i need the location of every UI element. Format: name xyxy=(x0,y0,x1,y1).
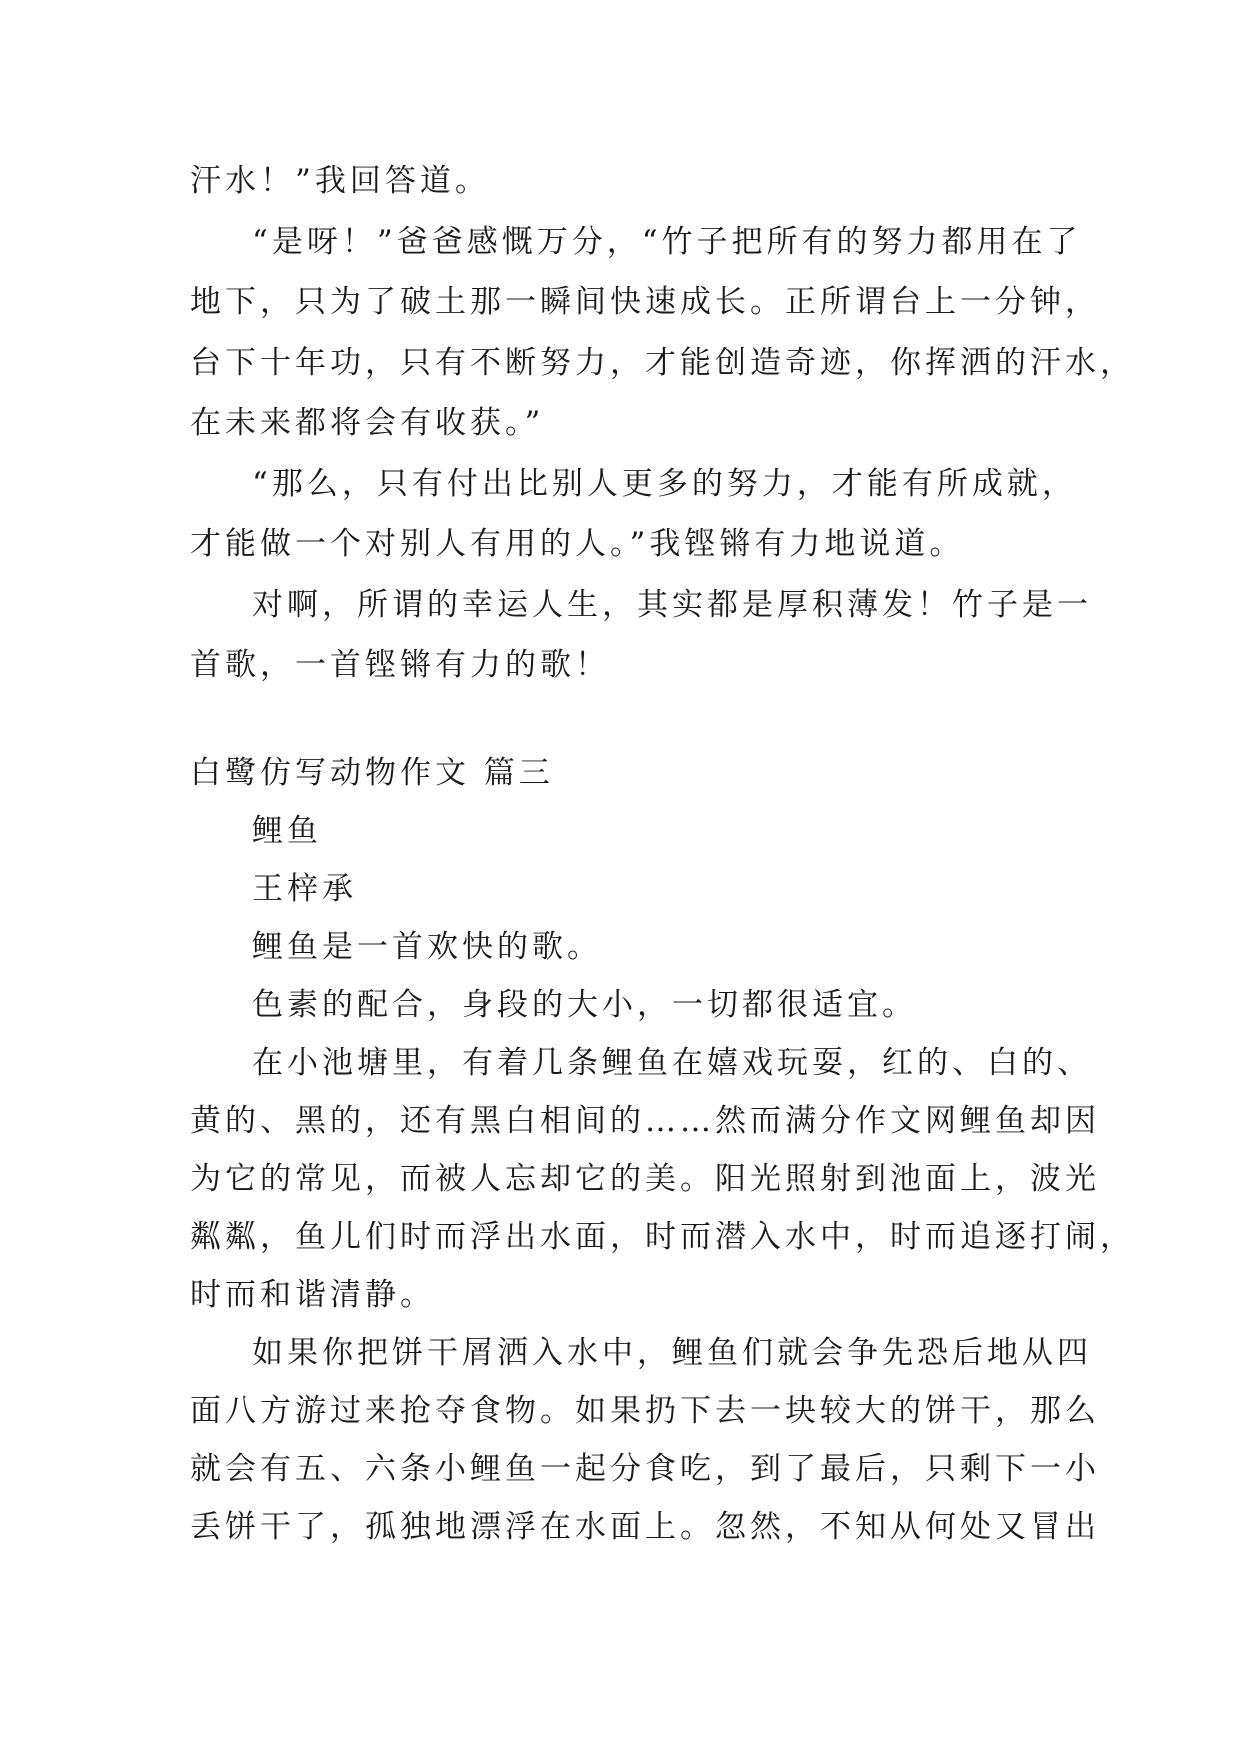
paragraph-line: 台下十年功，只有不断努力，才能创造奇迹，你挥洒的汗水， xyxy=(190,345,1135,381)
paragraph-line: 首歌，一首铿锵有力的歌！ xyxy=(190,647,610,683)
section-heading: 白鹭仿写动物作文 篇三 xyxy=(190,755,554,791)
paragraph-line: 如果你把饼干屑洒入水中，鲤鱼们就会争先恐后地从四 xyxy=(252,1335,1092,1371)
paragraph-line: 丢饼干了，孤独地漂浮在水面上。忽然，不知从何处又冒出 xyxy=(190,1509,1100,1545)
paragraph-line: 鲤鱼是一首欢快的歌。 xyxy=(252,929,602,965)
paragraph-line: 色素的配合，身段的大小，一切都很适宜。 xyxy=(252,987,917,1023)
paragraph-line: 时而和谐清静。 xyxy=(190,1277,435,1313)
paragraph-line: 汗水！”我回答道。 xyxy=(190,163,490,199)
article-title: 鲤鱼 xyxy=(252,813,322,849)
author-name: 王梓承 xyxy=(252,871,357,907)
paragraph-line: 为它的常见，而被人忘却它的美。阳光照射到池面上，波光 xyxy=(190,1161,1100,1197)
paragraph-line: “是呀！”爸爸感慨万分，“竹子把所有的努力都用在了 xyxy=(252,224,1082,260)
paragraph-line: “那么，只有付出比别人更多的努力，才能有所成就， xyxy=(252,466,1077,502)
paragraph-line: 才能做一个对别人有用的人。”我铿锵有力地说道。 xyxy=(190,526,965,562)
paragraph-line: 面八方游过来抢夺食物。如果扔下去一块较大的饼干，那么 xyxy=(190,1393,1100,1429)
paragraph-line: 粼粼，鱼儿们时而浮出水面，时而潜入水中，时而追逐打闹， xyxy=(190,1219,1135,1255)
paragraph-line: 对啊，所谓的幸运人生，其实都是厚积薄发！竹子是一 xyxy=(252,587,1092,623)
paragraph-line: 黄的、黑的，还有黑白相间的……然而满分作文网鲤鱼却因 xyxy=(190,1103,1100,1139)
paragraph-line: 地下，只为了破土那一瞬间快速成长。正所谓台上一分钟， xyxy=(190,284,1100,320)
paragraph-line: 在小池塘里，有着几条鲤鱼在嬉戏玩耍，红的、白的、 xyxy=(252,1045,1092,1081)
paragraph-line: 就会有五、六条小鲤鱼一起分食吃，到了最后，只剩下一小 xyxy=(190,1451,1100,1487)
paragraph-line: 在未来都将会有收获。” xyxy=(190,405,545,441)
